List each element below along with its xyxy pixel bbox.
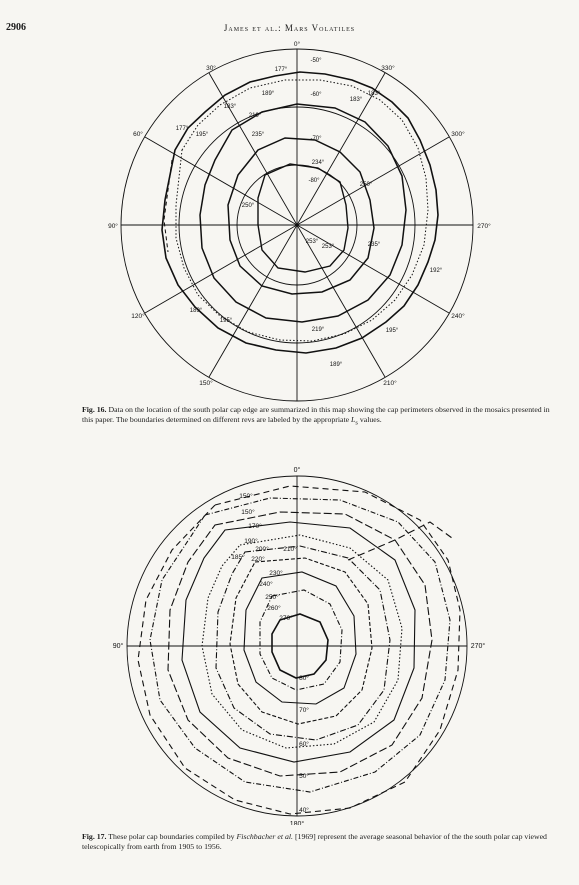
figure-16-caption (82, 405, 552, 429)
latitude-label-60: -60° (310, 92, 322, 98)
cap-boundary-outer (162, 72, 438, 353)
boundary-label: 219° (248, 113, 262, 119)
boundary-label: 192° (429, 268, 443, 274)
figure-17-polar-map (0, 460, 579, 825)
boundary-label: 177° (175, 126, 189, 132)
figure-17-caption (82, 832, 552, 852)
boundary-label: 195° (195, 132, 209, 138)
longitude-label-180: 180° (289, 821, 305, 825)
page-number: 2906 (6, 22, 26, 33)
figure-17-caption-citation: Fischbacher et al. (236, 832, 293, 841)
boundary-label: 150° (241, 509, 255, 516)
longitude-label-210: 210° (383, 380, 397, 387)
boundary-label: 200° (255, 546, 269, 553)
boundary-label: 189° (329, 362, 343, 368)
figure-16-caption-text: Data on the location of the south polar cap edge are summarized in this map showing the cap perimeters observed in the mosaics presented in this paper. The boundaries determined on different revs are labeled by the appropriate (82, 405, 550, 424)
latitude-label-50: -50° (310, 58, 322, 64)
boundary-230 (244, 572, 356, 704)
boundary-label: 210° (283, 546, 297, 553)
boundary-label: 270° (279, 615, 293, 622)
longitude-label-240: 240° (451, 313, 465, 320)
boundary-label: 183° (349, 97, 363, 103)
boundary-label: 170° (248, 523, 262, 530)
boundary-label: 190° (244, 538, 258, 545)
longitude-label-60: 60° (133, 131, 143, 138)
latitude-label-80: -80° (308, 178, 320, 184)
longitude-label-120: 120° (131, 313, 145, 320)
figure-17-caption-text-2: [1969] represent the average seasonal behavior of the the south polar cap viewed telescopically from earth from 1905 to 1956. (82, 832, 547, 851)
latitude-label-50: 50° (299, 773, 309, 780)
boundary-label: 230° (269, 570, 283, 577)
boundary-label: 250° (265, 594, 279, 601)
boundary-label: 195° (219, 318, 233, 324)
longitude-label-270: 270° (470, 643, 486, 650)
boundary-dashed-extension (348, 522, 452, 560)
boundary-label: 189° (189, 308, 203, 314)
boundary-label: 150° (239, 493, 253, 500)
boundary-label: 250° (359, 182, 373, 188)
boundary-label: 235° (367, 242, 381, 248)
figure-16-caption-subscript: s (355, 419, 358, 427)
boundary-label: 177° (274, 67, 288, 73)
longitude-label-30: 30° (206, 65, 216, 72)
boundary-label: 219° (311, 327, 325, 333)
latitude-label-40: 40° (299, 807, 309, 814)
longitude-label-0: 0° (293, 41, 301, 48)
boundary-label: 260° (267, 605, 281, 612)
boundary-label: 185° (231, 554, 245, 561)
longitude-label-330: 330° (381, 65, 395, 72)
latitude-label-70: 70° (299, 707, 309, 714)
figure-16-caption-tail: values. (357, 415, 382, 424)
boundary-label: 240° (259, 581, 273, 588)
longitude-label-150: 150° (199, 380, 213, 387)
boundary-label: 253° (305, 239, 319, 245)
cap-boundary-dotted (176, 80, 428, 341)
latitude-label-60: 60° (299, 741, 309, 748)
boundary-label: 195° (385, 328, 399, 334)
figure-16-caption-symbol: L (351, 415, 356, 424)
boundary-150b (168, 512, 432, 776)
boundary-label: 253° (321, 244, 335, 250)
figure-16-polar-map (0, 40, 579, 402)
boundary-label: 234° (311, 160, 325, 166)
boundary-220 (230, 558, 372, 724)
boundary-label: 235° (251, 132, 265, 138)
boundary-label: 220° (251, 556, 265, 563)
cap-boundary-inner (228, 138, 374, 294)
longitude-label-90: 90° (112, 643, 124, 650)
figure-17-caption-text-1: These polar cap boundaries compiled by (108, 832, 237, 841)
running-head: James et al.: Mars Volatiles (223, 23, 356, 33)
boundary-label: 250° (241, 203, 255, 209)
longitude-label-270: 270° (477, 223, 491, 230)
latitude-label-80: 80° (299, 675, 309, 682)
longitude-label-300: 300° (451, 131, 465, 138)
latitude-label-70: -70° (310, 136, 322, 142)
longitude-label-90: 90° (108, 223, 118, 230)
figure-16-label: Fig. 16. (82, 405, 107, 414)
longitude-label-0: 0° (293, 467, 301, 474)
boundary-190 (202, 535, 402, 748)
figure-17-label: Fig. 17. (82, 832, 107, 841)
boundary-label: 189° (261, 91, 275, 97)
boundary-label: 183° (223, 104, 237, 110)
boundary-label: 183° (367, 91, 381, 97)
